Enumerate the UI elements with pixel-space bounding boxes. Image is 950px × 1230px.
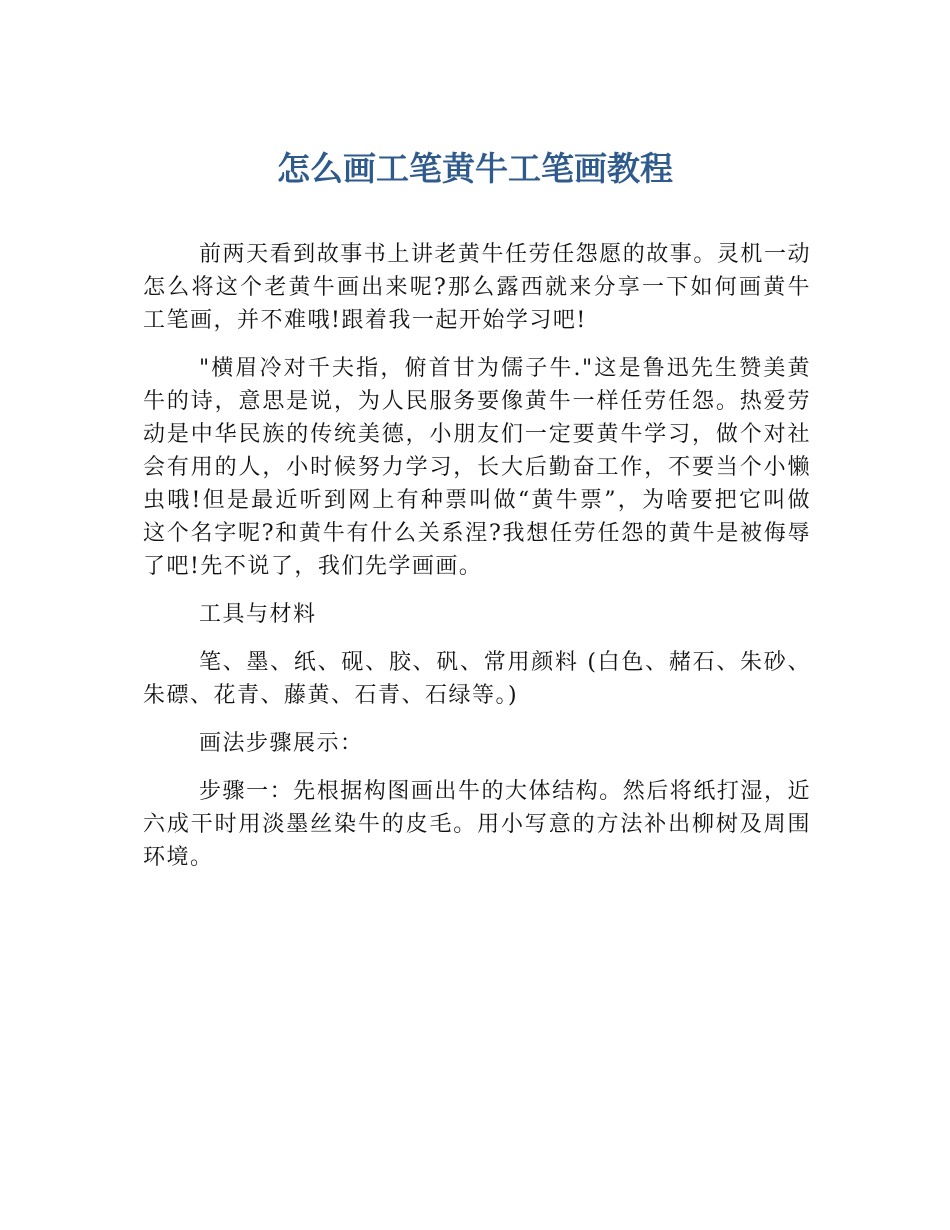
paragraph-steps-heading: 画法步骤展示： — [199, 731, 364, 756]
paragraph-materials: 笔、墨、纸、砚、胶、矾、常用颜料 (白色、赭石、朱砂、朱磦、花青、藤黄、石青、石绿等。) — [143, 650, 811, 708]
paragraph-poem: "横眉冷对千夫指，俯首甘为儒子牛."这是鲁迅先生赞美黄牛的诗，意思是说，为人民服务要像黄牛一样任劳任怨。热爱劳动是中华民族的传统美德，小朋友们一定要黄牛学习，做个对社会有用的人，小时候努力学习，长大后勤奋工作，不要当个小懒虫哦!但是最近听到网上有种票叫做“黄牛票”，为啥要把它叫做这个名字呢?和黄牛有什么关系涅?我想任劳任怨的黄牛是被侮辱了吧!先不说了，我们先学画画。 — [143, 356, 811, 579]
document-title: 怎么画工笔黄牛工笔画教程 — [277, 149, 673, 188]
paragraph-step-one: 步骤一：先根据构图画出牛的大体结构。然后将纸打湿，近六成干时用淡墨丝染牛的皮毛。用小写意的方法补出柳树及周围环境。 — [143, 779, 811, 870]
paragraph-tools-heading: 工具与材料 — [199, 602, 317, 627]
document-body — [143, 238, 811, 889]
paragraph-intro: 前两天看到故事书上讲老黄牛任劳任怨愿的故事。灵机一动怎么将这个老黄牛画出来呢?那么露西就来分享一下如何画黄牛工笔画，并不难哦!跟着我一起开始学习吧! — [143, 242, 811, 333]
